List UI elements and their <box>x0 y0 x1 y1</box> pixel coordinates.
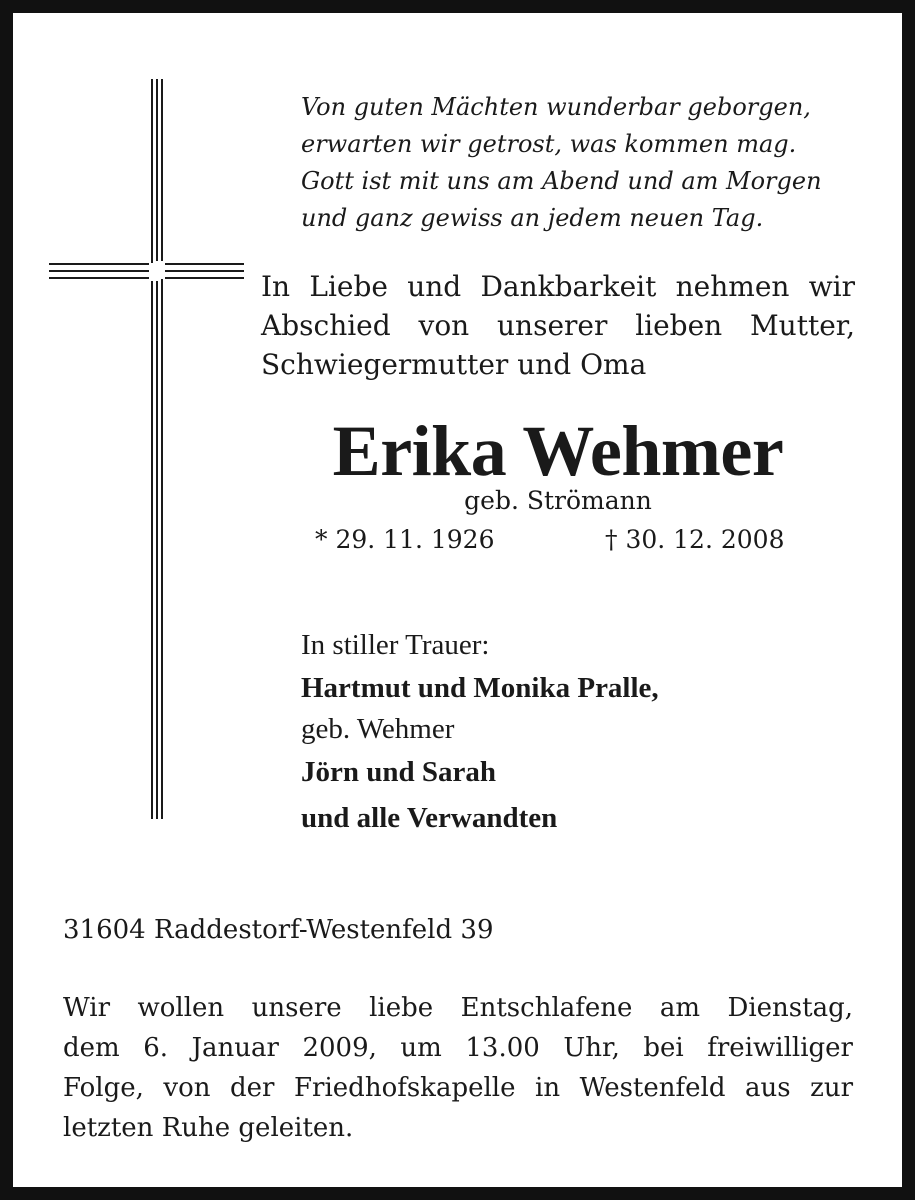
funeral-details <box>63 988 853 1148</box>
intro-text <box>261 267 855 384</box>
funeral-line: dem 6. Januar 2009, um 13.00 Uhr, bei freiwilliger <box>63 1033 853 1063</box>
intro-line: Schwiegermutter und Oma <box>261 348 647 381</box>
poem-line: Gott ist mit uns am Abend und am Morgen <box>301 167 822 195</box>
mourner-line: geb. Wehmer <box>301 713 455 745</box>
mourners-label: In stiller Trauer: <box>301 629 490 661</box>
mourner-line: Jörn und Sarah <box>301 756 497 788</box>
poem <box>301 89 861 237</box>
intro-line: Abschied von unserer lieben Mutter, <box>261 309 855 342</box>
mourner-line: Hartmut und Monika Pralle, <box>301 672 659 704</box>
mourner-line: und alle Verwandten <box>301 802 558 834</box>
intro-line: In Liebe und Dankbarkeit nehmen wir <box>261 270 855 303</box>
poem-line: Von guten Mächten wunderbar geborgen, <box>301 93 811 121</box>
deceased-name: Erika Wehmer <box>332 411 784 491</box>
funeral-line: Folge, von der Friedhofskapelle in Westenfeld aus zur <box>63 1073 853 1103</box>
poem-line: und ganz gewiss an jedem neuen Tag. <box>301 204 764 232</box>
maiden-name: geb. Strömann <box>464 486 652 515</box>
birth-date: * 29. 11. 1926 <box>315 525 495 554</box>
address: 31604 Raddestorf-Westenfeld 39 <box>63 915 494 945</box>
death-date: † 30. 12. 2008 <box>605 525 785 554</box>
funeral-line: Wir wollen unsere liebe Entschlafene am Dienstag, <box>63 993 853 1023</box>
funeral-line: letzten Ruhe geleiten. <box>63 1113 354 1143</box>
cross-icon <box>49 79 249 829</box>
poem-line: erwarten wir getrost, was kommen mag. <box>301 130 797 158</box>
